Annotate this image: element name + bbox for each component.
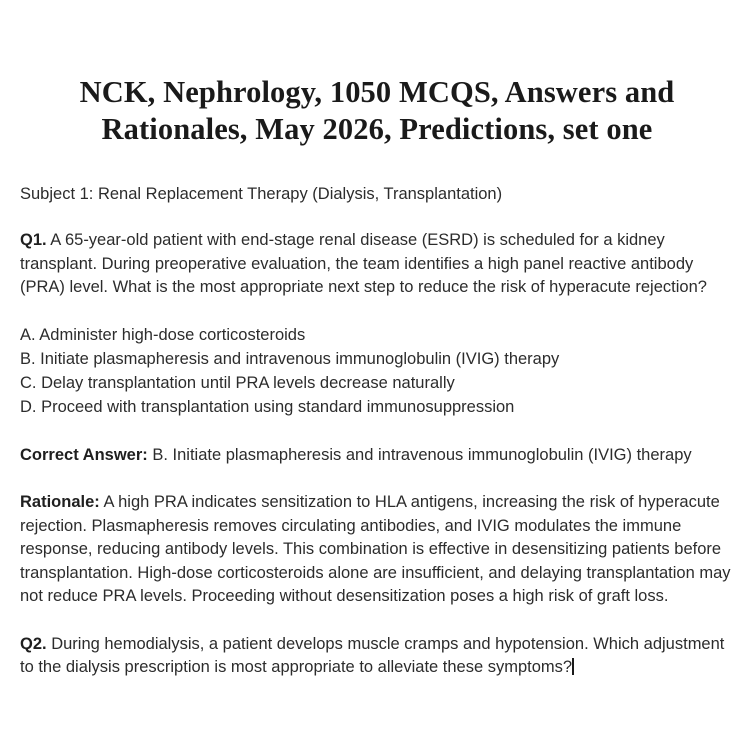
- correct-answer-label: Correct Answer:: [20, 445, 148, 464]
- page-title: NCK, Nephrology, 1050 MCQS, Answers and Rationales, May 2026, Predictions, set one: [79, 75, 675, 146]
- question-2-number: Q2.: [20, 634, 47, 653]
- text-cursor-caret: [572, 658, 574, 675]
- question-1-text: A 65-year-old patient with end-stage renal disease (ESRD) is scheduled for a kidney transplant. During preoperative evaluation, the team identifies a high panel reactive antibody (PRA) level. What is the most appropriate next step to reduce the risk of hyperacute rejection?: [20, 231, 707, 296]
- option-b[interactable]: B. Initiate plasmapheresis and intravenous immunoglobulin (IVIG) therapy: [20, 349, 560, 368]
- question-2-text: During hemodialysis, a patient develops muscle cramps and hypotension. Which adjustment to the dialysis prescription is most appropriate to alleviate these symptoms?: [20, 634, 725, 677]
- question-1-rationale: [20, 467, 734, 609]
- rationale-label: Rationale:: [20, 493, 100, 512]
- option-c[interactable]: C. Delay transplantation until PRA levels decrease naturally: [20, 374, 455, 393]
- rationale-text: A high PRA indicates sensitization to HLA antigens, increasing the risk of hyperacute rejection. Plasmapheresis removes circulating antibodies, and IVIG modulates the immune response, reducing antibody levels. This combination is effective in desensitizing patients before transplantation. High-dose corticosteroids alone are insufficient, and delaying transplantation may not reduce PRA levels. Proceeding without desensitization poses a high risk of graft loss.: [20, 493, 731, 606]
- correct-answer-text: B. Initiate plasmapheresis and intravenous immunoglobulin (IVIG) therapy: [147, 445, 692, 464]
- option-d[interactable]: D. Proceed with transplantation using standard immunosuppression: [20, 398, 515, 417]
- question-1-number: Q1.: [20, 231, 47, 249]
- subject-heading: Subject 1: Renal Replacement Therapy (Dialysis, Transplantation): [20, 185, 503, 203]
- question-2-stem: [20, 609, 734, 680]
- option-a[interactable]: A. Administer high-dose corticosteroids: [20, 325, 306, 344]
- question-1-correct-answer: [20, 420, 720, 468]
- question-1-stem: [20, 205, 734, 300]
- question-1-options: [20, 300, 734, 420]
